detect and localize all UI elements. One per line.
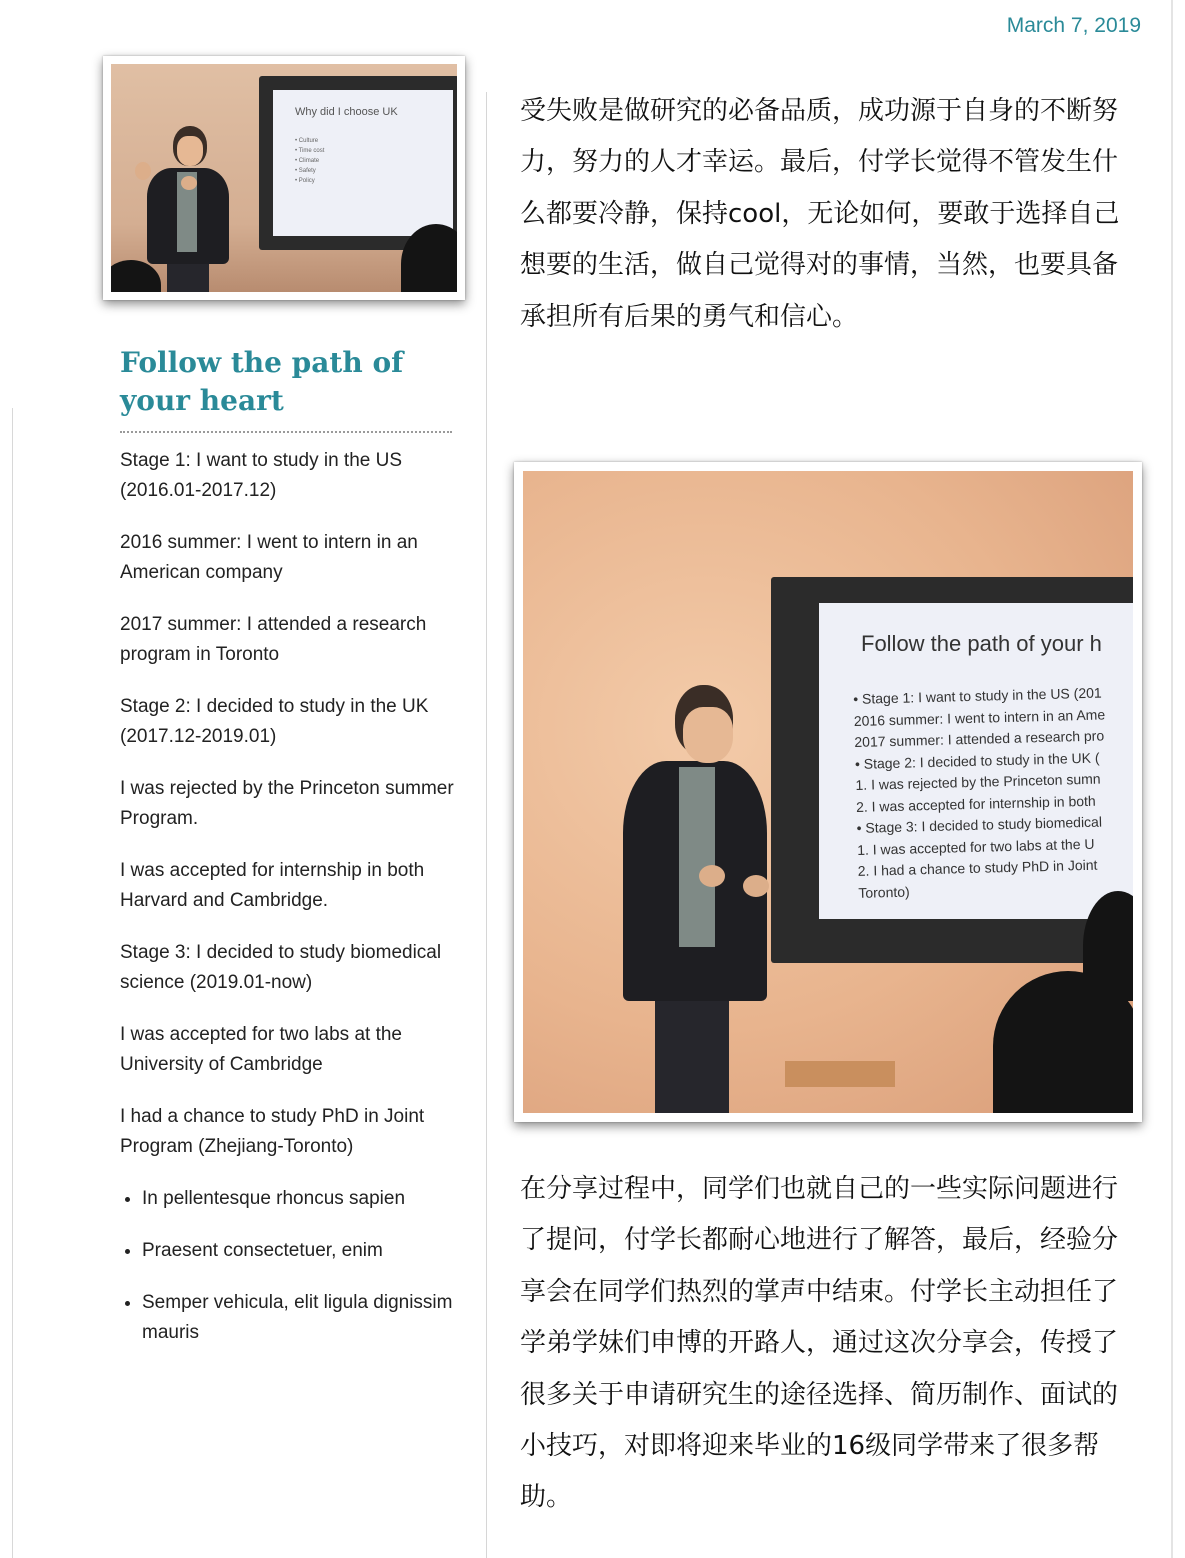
slide-bullet: • Safety	[295, 168, 316, 174]
timeline-item: I was rejected by the Princeton summer Program.	[120, 778, 454, 829]
bullet-item: • Semper vehicula, elit ligula dignissim mauris	[142, 1288, 460, 1348]
bullet-list	[120, 1184, 460, 1348]
slide-line: Toronto)	[858, 883, 910, 901]
timeline-item: Stage 1: I want to study in the US (2016.01-2017.12)	[120, 450, 402, 501]
monitor	[771, 577, 1133, 963]
slide-title: Follow the path of your h	[861, 631, 1102, 656]
slide-line: 2016 summer: I went to intern in an Ame	[853, 705, 1106, 729]
slide-line: 1. I was rejected by the Princeton sumn	[855, 770, 1101, 793]
timeline-item: Stage 3: I decided to study biomedical science (2019.01-now)	[120, 942, 442, 993]
photo-speaker-small	[103, 56, 465, 300]
slide-lines	[853, 682, 1110, 904]
slide-line: 2017 summer: I attended a research pro	[854, 727, 1105, 750]
slide-line: • Stage 2: I decided to study in the UK (	[854, 749, 1100, 772]
slide-bullet: • Time cost	[295, 148, 325, 154]
slide-bullets	[295, 136, 324, 186]
slide-screen	[273, 90, 453, 236]
slide-screen	[819, 603, 1133, 919]
podium	[785, 1061, 895, 1087]
timeline-item: 2016 summer: I went to intern in an American company	[120, 532, 418, 583]
timeline-item: I was accepted for internship in both Harvard and Cambridge.	[120, 860, 425, 911]
slide-line: • Stage 1: I want to study in the US (201	[853, 684, 1102, 707]
slide-bullet: • Policy	[295, 178, 315, 184]
timeline-item: I was accepted for two labs at the University of Cambridge	[120, 1024, 402, 1075]
timeline-item: Stage 2: I decided to study in the UK (2017.12-2019.01)	[120, 696, 429, 747]
slide-line: 2. I was accepted for internship in both	[855, 792, 1096, 815]
slide-bullet: • Climate	[295, 158, 320, 164]
slide-line: 2. I had a chance to study PhD in Joint	[857, 856, 1098, 879]
photo-speaker-large	[514, 462, 1142, 1122]
timeline-list	[120, 446, 460, 1370]
photo-scene	[523, 471, 1133, 1113]
slide-line: 1. I was accepted for two labs at the U	[856, 835, 1095, 858]
slide-line: • Stage 3: I decided to study biomedical	[856, 813, 1103, 836]
timeline-item: I had a chance to study PhD in Joint Program (Zhejiang-Toronto)	[120, 1106, 425, 1157]
dotted-divider	[120, 431, 452, 433]
photo-scene	[111, 64, 457, 292]
sidebar-heading: Follow the path of your heart	[120, 346, 404, 417]
body-paragraph-top: 受失败是做研究的必备品质，成功源于自身的不断努力，努力的人才幸运。最后，付学长觉得不管发生什么都要冷静，保持cool，无论如何，要敢于选择自己想要的生活，做自己觉得对的事情，当然，也要具备承担所有后果的勇气和信心。	[520, 96, 1120, 332]
page-edge-left	[12, 408, 13, 1558]
slide-bullet: • Culture	[295, 138, 319, 144]
bullet-item: • Praesent consectetuer, enim	[142, 1236, 460, 1266]
column-divider	[486, 92, 487, 1558]
bullet-item: • In pellentesque rhoncus sapien	[142, 1184, 460, 1214]
monitor	[259, 76, 457, 250]
publish-date: March 7, 2019	[1006, 14, 1141, 37]
page-edge-right	[1171, 0, 1173, 1558]
slide-title: Why did I choose UK	[295, 106, 398, 118]
body-paragraph-bottom: 在分享过程中，同学们也就自己的一些实际问题进行了提问，付学长都耐心地进行了解答，最后，经验分享会在同学们热烈的掌声中结束。付学长主动担任了学弟学妹们申博的开路人，通过这次分享会，传授了很多关于申请研究生的途径选择、简历制作、面试的小技巧，对即将迎来毕业的16级同学带来了很多帮助。	[520, 1174, 1119, 1513]
speaker-figure	[603, 685, 783, 1113]
timeline-item: 2017 summer: I attended a research program in Toronto	[120, 614, 427, 665]
